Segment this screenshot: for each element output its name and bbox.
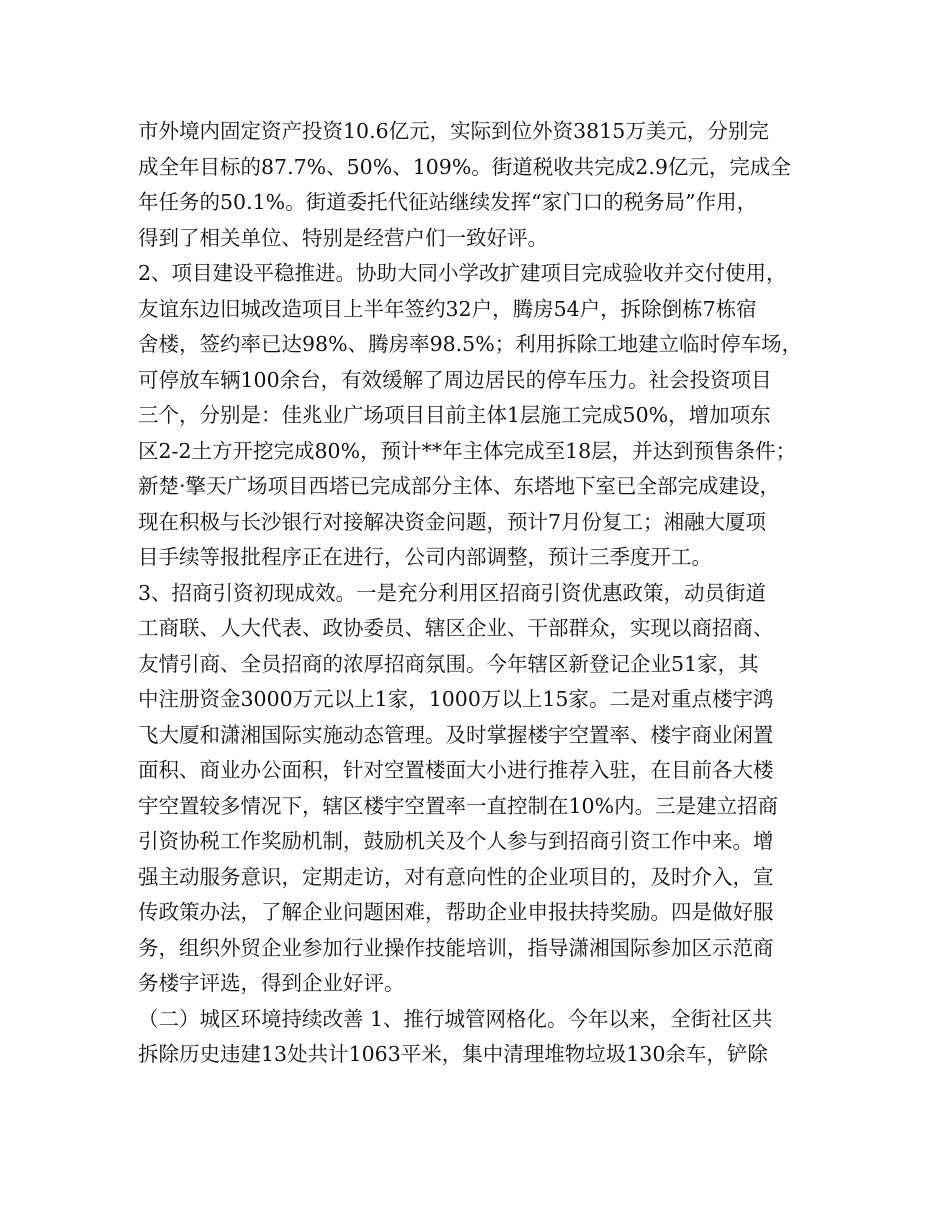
text-line: 新楚·擎天广场项目西塔已完成部分主体、东塔地下室已全部完成建设，: [138, 474, 781, 498]
text-line: 目手续等报批程序正在进行，公司内部调整，预计三季度开工。: [138, 545, 712, 569]
text-line: 面积、商业办公面积，针对空置楼面大小进行推荐入驻，在目前各大楼: [138, 758, 774, 782]
text-line: 市外境内固定资产投资10.6亿元，实际到位外资3815万美元，分别完: [138, 119, 769, 143]
text-line: 务，组织外贸企业参加行业操作技能培训，指导潇湘国际参加区示范商: [138, 935, 774, 960]
text-line: 引资协税工作奖励机制，鼓励机关及个人参与到招商引资工作中来。增: [138, 829, 774, 853]
text-line: （二）城区环境持续改善 1、推行城管网格化。今年以来，全街社区共: [138, 1006, 773, 1031]
document-body: [138, 114, 828, 1073]
text-line: 工商联、人大代表、政协委员、辖区企业、干部群众，实现以商招商、: [138, 616, 774, 640]
text-line: 可停放车辆100余台，有效缓解了周边居民的停车压力。社会投资项目: [138, 367, 772, 392]
text-line: 2、项目建设平稳推进。协助大同小学改扩建项目完成验收并交付使用，: [138, 261, 787, 285]
text-line: 得到了相关单位、特别是经营户们一致好评。: [138, 225, 548, 250]
text-line: 3、招商引资初现成效。一是充分利用区招商引资优惠政策，动员街道: [138, 580, 767, 605]
text-line: 年任务的50.1%。街道委托代征站继续发挥“家门口的税务局”作用，: [138, 190, 758, 214]
text-line: 友谊东边旧城改造项目上半年签约32户，腾房54户，拆除倒栋7栋宿: [138, 296, 757, 321]
text-line: 区2-2土方开挖完成80%，预计**年主体完成至18层，并达到预售条件；: [138, 438, 797, 463]
text-line: 务楼宇评选，得到企业好评。: [138, 971, 405, 995]
text-line: 三个，分别是：佳兆业广场项目目前主体1层施工完成50%，增加项东: [138, 403, 771, 427]
text-line: 传政策办法，了解企业问题困难，帮助企业申报扶持奖励。四是做好服: [138, 900, 774, 924]
text-line: 现在积极与长沙银行对接解决资金问题，预计7月份复工；湘融大厦项: [138, 509, 767, 534]
text-line: 拆除历史违建13处共计1063平米，集中清理堆物垃圾130余车，铲除: [138, 1042, 768, 1066]
text-line: 宇空置较多情况下，辖区楼宇空置率一直控制在10%内。三是建立招商: [138, 793, 779, 818]
text-line: 舍楼，签约率已达98%、腾房率98.5%；利用拆除工地建立临时停车场，: [138, 332, 803, 356]
text-line: 飞大厦和潇湘国际实施动态管理。及时掌握楼宇空置率、楼宇商业闲置: [138, 722, 774, 747]
text-line: 成全年目标的87.7%、50%、109%。街道税收共完成2.9亿元，完成全: [138, 154, 791, 179]
text-line: 中注册资金3000万元以上1家，1000万以上15家。二是对重点楼宇鸿: [138, 687, 774, 711]
text-line: 友情引商、全员招商的浓厚招商氛围。今年辖区新登记企业51家，其: [138, 651, 759, 676]
text-line: 强主动服务意识，定期走访，对有意向性的企业项目的，及时介入，宣: [138, 864, 774, 889]
